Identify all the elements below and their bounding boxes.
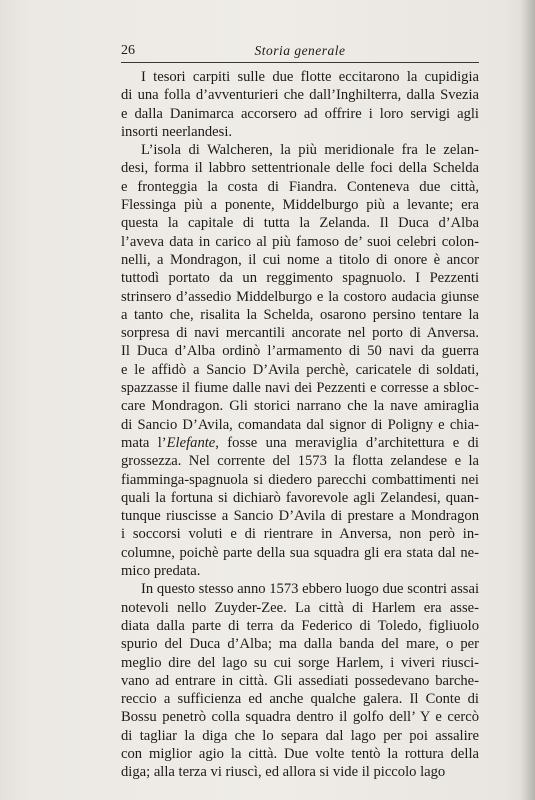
text-line: i soccorsi voluti e di rientrare in Anversa, non però in-: [121, 526, 479, 543]
text-line: notevoli nello Zuyder-Zee. La città di Harlem era asse-: [121, 599, 479, 616]
text-line: diata dalla parte di terra da Federico di Toledo, figliuolo: [121, 617, 479, 634]
text-line: mico predata.: [121, 563, 201, 580]
text-line: columne, poichè parte della sua squadra gli era stata dal ne-: [121, 544, 479, 561]
text-line: Flessinga più a ponente, Middelburgo più a levante; era: [121, 197, 479, 214]
text-line: con miglior agio la città. Due volte tentò la rottura della: [121, 745, 479, 762]
text-line: questa la capitale di tutta la Zelanda. Il Duca d’Alba: [121, 215, 479, 232]
text-line: e fronteggia la costa di Fiandra. Conteneva due città,: [121, 178, 479, 195]
text-line: In questo stesso anno 1573 ebbero luogo due scontri assai: [141, 581, 479, 598]
text-line: di Sancio D’Avila, comandata dal signor di Poligny e chia-: [121, 416, 479, 433]
text-line: L’isola di Walcheren, la più meridionale fra le zelan-: [141, 142, 479, 159]
text-line: fiamminga-spagnuola si diedero parecchi combattimenti nei: [121, 471, 479, 488]
body-text: [121, 68, 479, 782]
text-line: nelli, a Mondragon, il cui nome a titolo di onore è ancor: [121, 251, 479, 268]
text-line: desi, forma il labbro settentrionale delle foci della Schelda: [121, 160, 479, 177]
text-line: quali la fortuna si dichiarò favorevole agli Zelandesi, quan-: [121, 489, 479, 506]
page-number: 26: [121, 43, 135, 58]
paragraph: [121, 580, 479, 781]
text-line: tunque riuscisse a Sancio D’Avila di prestare a Mondragon: [121, 508, 479, 525]
page-edge-shadow: [521, 0, 535, 800]
text-line: a tanto che, risalita la Schelda, osarono persino tentare la: [121, 306, 479, 323]
text-line: Bossu penetrò colla squadra dentro il golfo dell’ Y e cercò: [121, 709, 479, 726]
text-line: l’aveva data in carico al più famoso de’ suoi celebri colon-: [121, 233, 479, 250]
text-line: diga; alla terza vi riuscì, ed allora si vide il piccolo lago: [121, 764, 446, 781]
paragraph: [121, 141, 479, 580]
text-line: insorti neerlandesi.: [121, 123, 233, 140]
text-line: tuttodì portato da un reggimento spagnuolo. I Pezzenti: [121, 270, 479, 287]
text-line: strinsero d’assedio Middelburgo e la costoro audacia giunse: [121, 288, 479, 305]
text-line: e le affidò a Sancio D’Avila perchè, caricatele di soldati,: [121, 361, 479, 378]
text-line: meglio dire del lago su cui sorge Harlem, i viveri riusci-: [121, 654, 479, 671]
text-line: mata l’Elefante, fosse una meraviglia d’architettura e di: [121, 434, 479, 451]
text-line: Il Duca d’Alba ordinò l’armamento di 50 navi da guerra: [121, 343, 479, 360]
text-line: spurio del Duca d’Alba; ma dalla banda del mare, o per: [121, 636, 479, 653]
text-line: sorpresa di navi mercantili ancorate nel porto di Anversa.: [121, 325, 479, 342]
text-line: di una folla d’avventurieri che dall’Inghilterra, dalla Svezia: [121, 87, 479, 104]
running-title: Storia generale: [254, 43, 346, 58]
text-line: grossezza. Nel corrente del 1573 la flotta zelandese e la: [121, 453, 479, 470]
text-line: I tesori carpiti sulle due flotte eccitarono la cupidigia: [141, 69, 479, 85]
text-line: di tagliar la diga che lo separa dal lago per poi assalire: [121, 727, 479, 744]
page-header: [121, 43, 479, 63]
text-line: e dalla Danimarca accorsero ad offrire i loro servigi agli: [121, 105, 479, 122]
paragraph: [121, 68, 479, 141]
text-line: vano ad entrare in città. Gli assediati possedevano barche-: [121, 672, 479, 689]
text-line: care Mondragon. Gli storici narrano che la nave amiraglia: [121, 398, 479, 415]
header-rule: [121, 62, 479, 63]
text-line: spazzasse il fiume dalle navi dei Pezzenti e corresse a sbloc-: [121, 380, 479, 397]
text-line: reccio a sufficienza ed anche qualche galera. Il Conte di: [121, 691, 479, 708]
